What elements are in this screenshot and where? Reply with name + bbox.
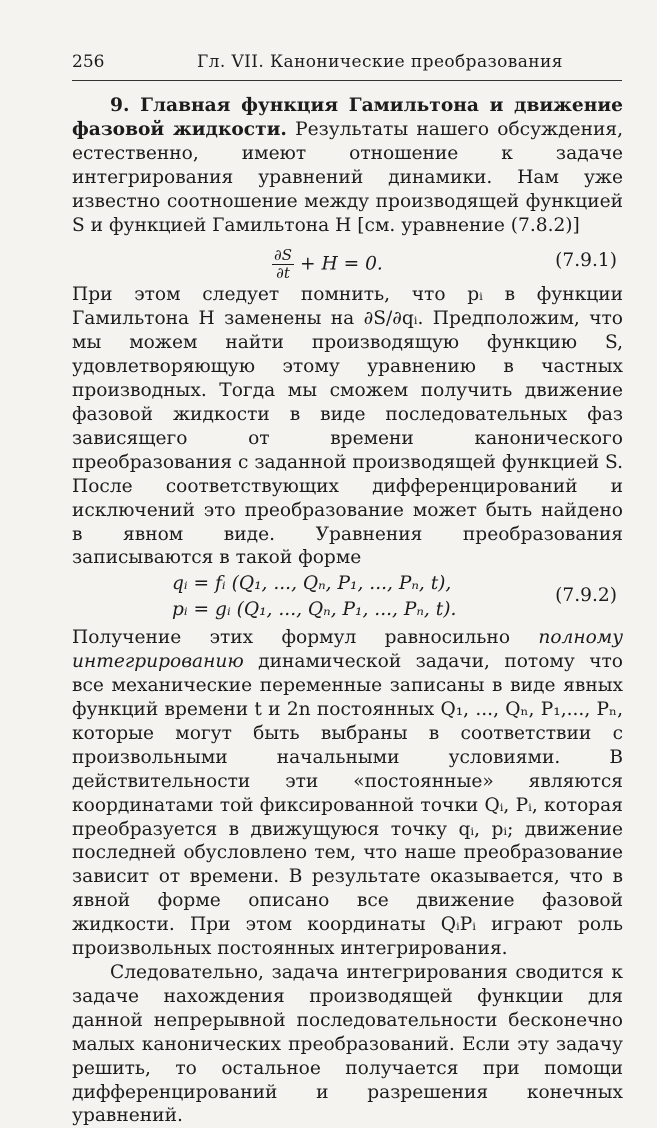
equation-7-9-2-number: (7.9.2) (555, 585, 617, 607)
section-heading: 9. Главная функция Гамильтона и движение фазовой жидкости. (72, 95, 623, 140)
paragraph-1 (72, 94, 623, 237)
paragraph-4: Следовательно, задача интегрирования сводится к задаче нахождения производящей функции для данной непрерывной последовательности бесконечно малых канонических преобразований. Если эту задачу решить, то остальное получается при помощи дифференцирований и разрешения конечных уравнений. (72, 962, 623, 1127)
equation-7-9-2-line-1: qᵢ = fᵢ (Q₁, ..., Qₙ, P₁, ..., Pₙ, t), (172, 573, 452, 595)
equation-7-9-1-rest: + H = 0. (294, 253, 383, 275)
fraction-numerator: ∂S (274, 246, 293, 265)
section-body (72, 94, 623, 1128)
equation-7-9-1-number: (7.9.1) (555, 250, 617, 272)
equation-7-9-2-line-2: pᵢ = gᵢ (Q₁, ..., Qₙ, P₁, ..., Pₙ, t). (172, 599, 457, 621)
running-head: Гл. VII. Канонические преобразования (197, 52, 563, 72)
paragraph-3-rest: динамической задачи, потому что все механические переменные записаны в виде явных функций времени t и 2n постоянных Q₁, ..., Qₙ, P₁,..., Pₙ, которые могут быть выбраны в соответствии с произвольными начальными условиями. В действительности эти «постоянные» являются координатами той фиксированной точки Qᵢ, Pᵢ, которая преобразуется в движущуюся точку qᵢ, pᵢ; движение последней обусловлено тем, что наше преобразование зависит от времени. В результате оказывается, что в явной форме описано все движение фазовой жидкости. При этом координаты QᵢPᵢ играют роль произвольных постоянных интегрирования. (72, 651, 623, 960)
paragraph-3 (72, 626, 623, 961)
paragraph-2: При этом следует помнить, что pᵢ в функции Гамильтона H заменены на ∂S/∂qᵢ. Предположим, что мы можем найти производящую функцию S, удовлетворяющую этому уравнению в частных производных. Тогда мы сможем получить движение фазовой жидкости в виде последовательных фаз зависящего от времени канонического преобразования с заданной производящей функцией S. После соответствующих дифференцирований и исключений это преобразование может быть найдено в явном виде. Уравнения преобразования записываются в такой форме (72, 284, 623, 569)
paragraph-3-start: Получение этих формул равносильно (72, 627, 511, 649)
equation-7-9-2 (72, 572, 623, 624)
fraction-denominator: ∂t (276, 264, 290, 283)
partial-fraction (272, 247, 294, 282)
paragraph-1-text: Результаты нашего обсуждения, естественно, имеют отношение к задаче интегрирования уравнений динамики. Нам уже известно соотношение между производящей функцией S и функцией Гамильтона H [см. уравнение (7.8.2)] (72, 118, 623, 236)
page-header (72, 46, 622, 81)
equation-7-9-1-body (272, 247, 383, 282)
paragraph-3-italic: полному интегрированию (72, 627, 623, 673)
page-number: 256 (72, 52, 105, 72)
equation-7-9-1 (72, 237, 623, 283)
